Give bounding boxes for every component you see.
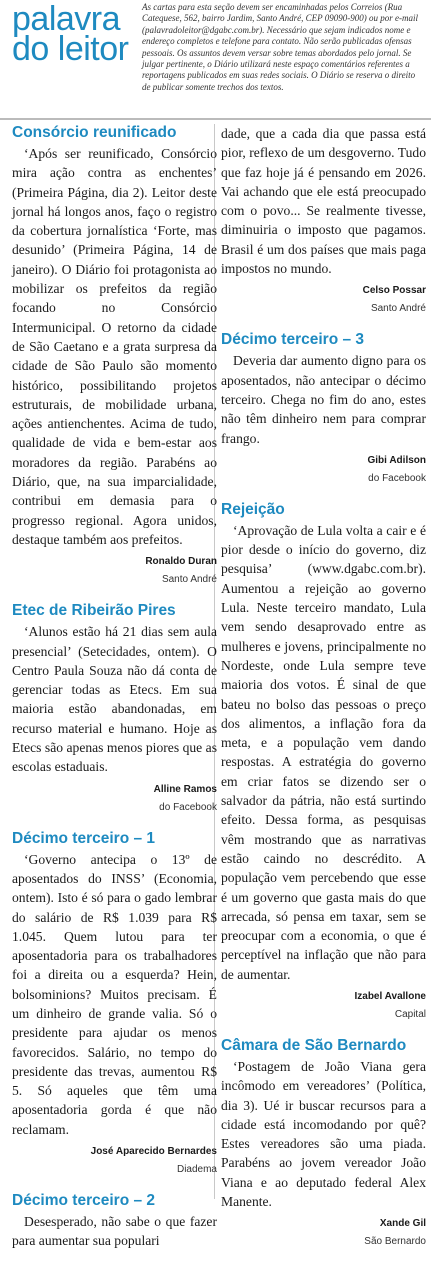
letter-decimo-terceiro-2-continued	[221, 124, 426, 315]
header-divider	[0, 118, 431, 120]
left-column	[12, 124, 217, 1267]
section-header	[0, 0, 431, 128]
letter-place: Capital	[394, 1008, 426, 1020]
letter-body: ‘Após ser reunificado, Consórcio mira ação contra as enchentes’ (Primeira Página, dia 2). Leitor deste jornal há longos anos, faço o registro da cobertura jornalística ‘Forte, mas desunido’ (Primeira Página, 14 de janeiro). O Diário foi protagonista ao mobilizar os prefeitos da região focando no Consórcio Intermunicipal. O retorno da cidade de São Caetano e a grata surpresa da cidade de São Paulo são momento histórico, possibilitando projetos estruturais, de mobilidade urbana, ações antienchentes. Acima de tudo, qualidade de vida e bem-estar aos moradores da região. Parabéns ao Diário, que, na sua imparcialidade, contribui em demasia para o progresso regional. Agora unidos, destaque também aos prefeitos.	[12, 146, 217, 547]
letter-decimo-terceiro-1	[12, 830, 217, 1176]
letter-title: Décimo terceiro – 3	[221, 331, 365, 349]
letter-body: ‘Alunos estão há 21 dias sem aula presencial’ (Setecidades, ontem). O Centro Paula Souza não dá conta de gerenciar todas as Etecs. Em sua maioria estão abandonadas, em recurso material e humano. Hoje as Etecs são apenas menos piores que as escolas estaduais.	[12, 624, 217, 775]
letter-etec	[12, 602, 217, 813]
section-title	[12, 0, 152, 68]
letter-title: Etec de Ribeirão Pires	[12, 602, 176, 620]
letter-body: ‘Postagem de João Viana gera incômodo em vereadores’ (Política, dia 3). Ué ir buscar recursos para a cidade está incomodando por quê? Estes vereadores são uma piada. Parabéns ao jovem vereador João Viana e ao deputado federal Alex Manente.	[221, 1058, 426, 1210]
letter-rejeicao	[221, 501, 426, 1021]
letter-title: Rejeição	[221, 500, 285, 518]
letter-author: Izabel Avallone	[354, 990, 426, 1002]
letter-place: Santo André	[370, 303, 426, 315]
letter-body: Deveria dar aumento digno para os aposentados, não antecipar o décimo terceiro. Chega no fim do ano, estes não têm dinheiro nem para comprar frango.	[221, 353, 426, 446]
letter-author: Ronaldo Duran	[145, 556, 217, 568]
letter-title: Câmara de São Bernardo	[221, 1036, 407, 1054]
letter-place: do Facebook	[368, 472, 426, 484]
letter-title: Consórcio reunificado	[12, 124, 177, 141]
letter-decimo-terceiro-2	[12, 1192, 217, 1251]
letter-place: Diadema	[176, 1164, 217, 1176]
letter-author: Gibi Adilson	[367, 454, 426, 466]
letter-place: do Facebook	[159, 801, 217, 813]
right-column	[221, 124, 426, 1264]
section-title-line2: do leitor	[12, 30, 129, 68]
letter-consorcio	[12, 124, 217, 586]
letter-camara-sao-bernardo	[221, 1037, 426, 1248]
letter-place: São Bernardo	[364, 1236, 426, 1248]
letter-title: Décimo terceiro – 1	[12, 829, 156, 847]
letter-body: ‘Aprovação de Lula volta a cair e é pior desde o início do governo, diz pesquisa’ (www.dgabc.com.br). Aumentou a rejeição ao governo Lula. Neste terceiro mandato, Lula vem sendo desaprovado entre as mulheres e jovens, principalmente no Nordeste, onde Lula sempre teve maioria dos votos. É sinal de que bateu no bolso das pessoas o preço dos alimentos, a inflação fora da meta, e a população vem dando respostas. A estratégia do governo em criar fatos se dizendo ser o salvador da pátria, não está surtindo efeito. Dessa forma, as pesquisas vêm mostrando que as narrativas estão caindo no descrédito. A população vem percebendo que esse é um governo que gasta mais do que arrecada, só pensa em taxar, sem se preocupar com a economia, o que é perceptível na inflação que não para de aumentar.	[221, 522, 426, 982]
letter-title: Décimo terceiro – 2	[12, 1192, 156, 1210]
letter-place: Santo André	[161, 574, 217, 586]
letter-author: José Aparecido Bernardes	[90, 1146, 217, 1158]
letter-body: ‘Governo antecipa o 13º de aposentados do INSS’ (Economia, ontem). Isto é só para o gado lembrar do salário de R$ 1.039 para R$ 1.045. Quem lutou para ter aposentadoria para os trabalhadores foi a direita ou a esquerda? Hein, bolsominions? Muitos precisam. É um dinheiro de grande valia. Só o presidente para ajudar os menos favorecidos. Salário, no tempo do presidente das trevas, aumentou R$ 5. Só aqueles que têm uma aposentadoria gorda é que não reclamam.	[12, 851, 217, 1137]
letter-author: Celso Possar	[362, 285, 426, 297]
letter-author: Xande Gil	[379, 1218, 426, 1230]
section-title-line1: palavra	[12, 0, 121, 38]
letter-author: Alline Ramos	[153, 783, 217, 795]
letter-body: Desesperado, não sabe o que fazer para aumentar sua populari	[12, 1214, 217, 1249]
letter-body-continuation: dade, que a cada dia que passa está pior, reflexo de um desgoverno. Tudo que faz hoje já é pensando em 2026. Vai achando que ele está preocupado com o povo... Se realmente tivesse, diminuiria o imposto que pagamos. Brasil é um dos países que mais paga impostos no mundo.	[221, 126, 426, 277]
submission-guidelines: As cartas para esta seção devem ser encaminhadas pelos Correios (Rua Catequese, 562, bairro Jardim, Santo André, CEP 09090-900) ou por e-mail (palavradoleitor@dgabc.com.br). Necessário que sejam indicados nome e endereço completos e telefone para contato. Não serão publicadas ofensas pessoais. Os assuntos devem versar sobre temas abordados pelo jornal. Se julgar pertinente, o Diário utilizará neste espaço comentários referentes a reportagens publicados em suas redes sociais. O Diário se reserva o direito de publicar somente trechos dos textos.	[142, 2, 418, 92]
letter-decimo-terceiro-3	[221, 331, 426, 484]
